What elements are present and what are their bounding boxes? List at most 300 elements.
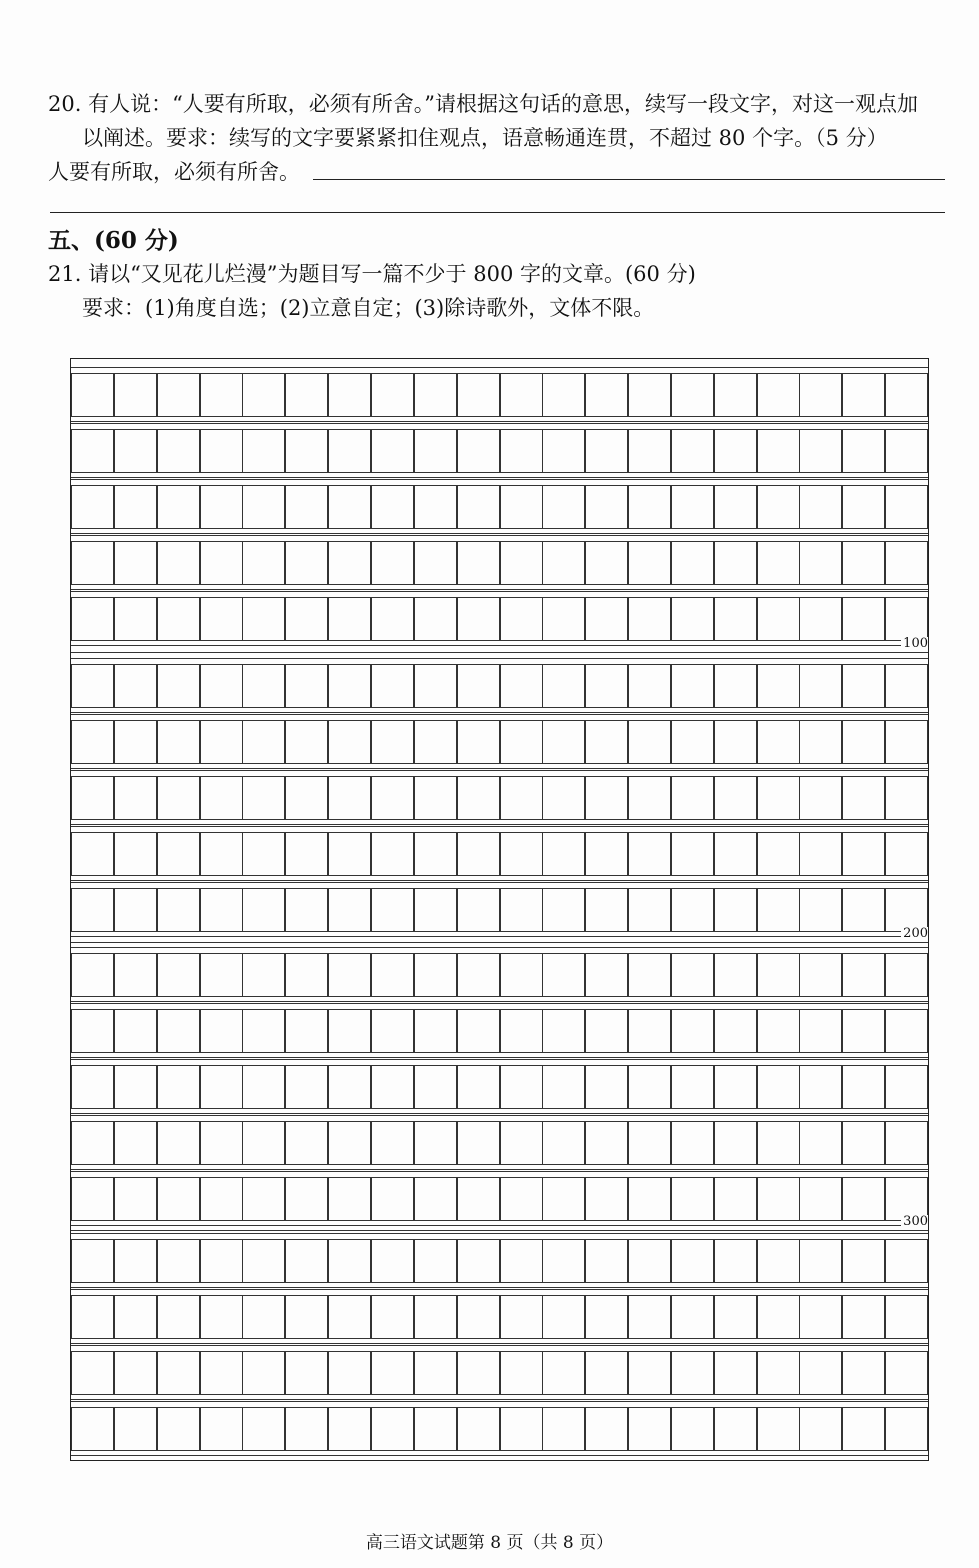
grid-cell[interactable] — [157, 1351, 200, 1395]
grid-cell[interactable] — [542, 953, 585, 997]
grid-cell[interactable] — [542, 1121, 585, 1165]
grid-cell[interactable] — [414, 1239, 457, 1283]
grid-cell[interactable] — [328, 664, 371, 708]
grid-cell[interactable] — [328, 1239, 371, 1283]
grid-cell[interactable] — [714, 1295, 757, 1339]
grid-cell[interactable] — [414, 1351, 457, 1395]
grid-cell[interactable] — [671, 953, 714, 997]
grid-cell[interactable] — [200, 597, 243, 641]
grid-cell[interactable] — [671, 1295, 714, 1339]
grid-cell[interactable] — [285, 664, 328, 708]
grid-cell[interactable] — [542, 429, 585, 473]
grid-cell[interactable] — [542, 1295, 585, 1339]
grid-cell[interactable] — [200, 1009, 243, 1053]
grid-cell[interactable] — [628, 720, 671, 764]
grid-cell[interactable] — [585, 776, 628, 820]
grid-cell[interactable] — [585, 1407, 628, 1451]
grid-cell[interactable] — [285, 953, 328, 997]
grid-cell[interactable] — [242, 1177, 285, 1221]
grid-cell[interactable] — [457, 1121, 500, 1165]
grid-cell[interactable] — [885, 1121, 928, 1165]
grid-cell[interactable] — [371, 664, 414, 708]
grid-cell[interactable] — [457, 541, 500, 585]
grid-cell[interactable] — [500, 1009, 543, 1053]
grid-cell[interactable] — [757, 1351, 800, 1395]
grid-cell[interactable] — [200, 1121, 243, 1165]
grid-cell[interactable] — [285, 832, 328, 876]
grid-cell[interactable] — [157, 953, 200, 997]
grid-cell[interactable] — [714, 541, 757, 585]
grid-cell[interactable] — [285, 776, 328, 820]
grid-cell[interactable] — [842, 1121, 885, 1165]
grid-cell[interactable] — [585, 373, 628, 417]
grid-cell[interactable] — [414, 1295, 457, 1339]
grid-cell[interactable] — [585, 1295, 628, 1339]
grid-cell[interactable] — [157, 720, 200, 764]
grid-cell[interactable] — [71, 832, 114, 876]
grid-cell[interactable] — [585, 1351, 628, 1395]
grid-cell[interactable] — [585, 485, 628, 529]
grid-cell[interactable] — [542, 720, 585, 764]
grid-cell[interactable] — [757, 888, 800, 932]
grid-cell[interactable] — [157, 485, 200, 529]
grid-cell[interactable] — [371, 953, 414, 997]
grid-cell[interactable] — [114, 832, 157, 876]
grid-cell[interactable] — [200, 776, 243, 820]
grid-cell[interactable] — [585, 1065, 628, 1109]
grid-cell[interactable] — [371, 597, 414, 641]
grid-cell[interactable] — [757, 832, 800, 876]
grid-cell[interactable] — [285, 597, 328, 641]
grid-cell[interactable] — [285, 720, 328, 764]
grid-cell[interactable] — [799, 373, 842, 417]
grid-cell[interactable] — [671, 1065, 714, 1109]
grid-cell[interactable] — [500, 541, 543, 585]
grid-cell[interactable] — [157, 776, 200, 820]
grid-cell[interactable] — [799, 664, 842, 708]
grid-cell[interactable] — [885, 1009, 928, 1053]
grid-cell[interactable] — [714, 664, 757, 708]
grid-cell[interactable] — [414, 1177, 457, 1221]
grid-cell[interactable] — [714, 720, 757, 764]
grid-cell[interactable] — [114, 1295, 157, 1339]
grid-cell[interactable] — [757, 1295, 800, 1339]
grid-cell[interactable] — [842, 888, 885, 932]
grid-cell[interactable] — [242, 1239, 285, 1283]
grid-cell[interactable] — [157, 888, 200, 932]
grid-cell[interactable] — [285, 1351, 328, 1395]
grid-cell[interactable] — [71, 1239, 114, 1283]
grid-cell[interactable] — [500, 1065, 543, 1109]
grid-cell[interactable] — [414, 888, 457, 932]
grid-cell[interactable] — [371, 1239, 414, 1283]
grid-cell[interactable] — [885, 953, 928, 997]
grid-cell[interactable] — [842, 720, 885, 764]
grid-cell[interactable] — [757, 720, 800, 764]
grid-cell[interactable] — [371, 1121, 414, 1165]
grid-cell[interactable] — [71, 888, 114, 932]
grid-cell[interactable] — [71, 1009, 114, 1053]
grid-cell[interactable] — [328, 541, 371, 585]
grid-cell[interactable] — [842, 1239, 885, 1283]
answer-line-1[interactable] — [313, 179, 945, 180]
grid-cell[interactable] — [628, 832, 671, 876]
grid-cell[interactable] — [542, 776, 585, 820]
grid-cell[interactable] — [799, 1239, 842, 1283]
grid-cell[interactable] — [585, 1239, 628, 1283]
grid-cell[interactable] — [157, 541, 200, 585]
grid-cell[interactable] — [628, 953, 671, 997]
grid-cell[interactable] — [328, 373, 371, 417]
grid-cell[interactable] — [542, 1407, 585, 1451]
grid-cell[interactable] — [285, 429, 328, 473]
grid-cell[interactable] — [371, 1407, 414, 1451]
grid-cell[interactable] — [714, 1239, 757, 1283]
grid-cell[interactable] — [714, 429, 757, 473]
grid-cell[interactable] — [757, 664, 800, 708]
grid-cell[interactable] — [457, 664, 500, 708]
grid-cell[interactable] — [200, 429, 243, 473]
grid-cell[interactable] — [671, 1407, 714, 1451]
grid-cell[interactable] — [799, 429, 842, 473]
grid-cell[interactable] — [414, 1009, 457, 1053]
grid-cell[interactable] — [500, 429, 543, 473]
grid-cell[interactable] — [542, 1239, 585, 1283]
grid-cell[interactable] — [842, 485, 885, 529]
grid-cell[interactable] — [500, 888, 543, 932]
grid-cell[interactable] — [457, 1351, 500, 1395]
grid-cell[interactable] — [157, 1121, 200, 1165]
grid-cell[interactable] — [328, 1065, 371, 1109]
grid-cell[interactable] — [628, 1121, 671, 1165]
grid-cell[interactable] — [628, 1009, 671, 1053]
grid-cell[interactable] — [799, 1351, 842, 1395]
grid-cell[interactable] — [714, 776, 757, 820]
grid-cell[interactable] — [114, 1121, 157, 1165]
grid-cell[interactable] — [842, 1295, 885, 1339]
grid-cell[interactable] — [757, 373, 800, 417]
grid-cell[interactable] — [542, 597, 585, 641]
grid-cell[interactable] — [371, 1009, 414, 1053]
grid-cell[interactable] — [457, 776, 500, 820]
grid-cell[interactable] — [757, 485, 800, 529]
grid-cell[interactable] — [371, 485, 414, 529]
grid-cell[interactable] — [157, 1295, 200, 1339]
grid-cell[interactable] — [200, 541, 243, 585]
grid-cell[interactable] — [200, 1295, 243, 1339]
grid-cell[interactable] — [885, 1351, 928, 1395]
grid-cell[interactable] — [757, 1121, 800, 1165]
grid-cell[interactable] — [328, 1407, 371, 1451]
grid-cell[interactable] — [799, 541, 842, 585]
grid-cell[interactable] — [457, 1009, 500, 1053]
grid-cell[interactable] — [500, 720, 543, 764]
grid-cell[interactable] — [457, 1177, 500, 1221]
grid-cell[interactable] — [114, 664, 157, 708]
grid-cell[interactable] — [542, 1351, 585, 1395]
grid-cell[interactable] — [628, 776, 671, 820]
grid-cell[interactable] — [414, 597, 457, 641]
grid-cell[interactable] — [799, 1009, 842, 1053]
grid-cell[interactable] — [585, 429, 628, 473]
grid-cell[interactable] — [242, 776, 285, 820]
grid-cell[interactable] — [157, 1407, 200, 1451]
grid-cell[interactable] — [842, 429, 885, 473]
grid-cell[interactable] — [757, 1407, 800, 1451]
grid-cell[interactable] — [842, 1177, 885, 1221]
grid-cell[interactable] — [414, 485, 457, 529]
grid-cell[interactable] — [842, 373, 885, 417]
grid-cell[interactable] — [628, 541, 671, 585]
grid-cell[interactable] — [842, 776, 885, 820]
grid-cell[interactable] — [157, 1065, 200, 1109]
grid-cell[interactable] — [671, 485, 714, 529]
grid-cell[interactable] — [71, 1351, 114, 1395]
grid-cell[interactable] — [671, 1177, 714, 1221]
grid-cell[interactable] — [242, 1407, 285, 1451]
grid-cell[interactable] — [242, 485, 285, 529]
grid-cell[interactable] — [500, 1351, 543, 1395]
grid-cell[interactable] — [285, 541, 328, 585]
grid-cell[interactable] — [500, 664, 543, 708]
grid-cell[interactable] — [114, 1407, 157, 1451]
grid-cell[interactable] — [885, 1065, 928, 1109]
grid-cell[interactable] — [328, 720, 371, 764]
grid-cell[interactable] — [285, 1009, 328, 1053]
grid-cell[interactable] — [414, 720, 457, 764]
grid-cell[interactable] — [371, 720, 414, 764]
grid-cell[interactable] — [157, 1239, 200, 1283]
grid-cell[interactable] — [71, 1407, 114, 1451]
grid-cell[interactable] — [457, 597, 500, 641]
grid-cell[interactable] — [71, 541, 114, 585]
grid-cell[interactable] — [799, 597, 842, 641]
grid-cell[interactable] — [628, 888, 671, 932]
grid-cell[interactable] — [371, 429, 414, 473]
grid-cell[interactable] — [585, 832, 628, 876]
grid-cell[interactable] — [285, 1407, 328, 1451]
grid-cell[interactable] — [414, 373, 457, 417]
grid-cell[interactable] — [242, 832, 285, 876]
grid-cell[interactable] — [842, 1065, 885, 1109]
grid-cell[interactable] — [671, 776, 714, 820]
grid-cell[interactable] — [328, 888, 371, 932]
grid-cell[interactable] — [628, 1177, 671, 1221]
grid-cell[interactable] — [414, 953, 457, 997]
grid-cell[interactable] — [71, 664, 114, 708]
grid-cell[interactable] — [328, 1295, 371, 1339]
grid-cell[interactable] — [114, 720, 157, 764]
grid-cell[interactable] — [371, 1177, 414, 1221]
grid-cell[interactable] — [799, 1121, 842, 1165]
grid-cell[interactable] — [885, 597, 928, 641]
grid-cell[interactable] — [414, 664, 457, 708]
grid-cell[interactable] — [714, 888, 757, 932]
grid-cell[interactable] — [671, 541, 714, 585]
grid-cell[interactable] — [671, 1009, 714, 1053]
grid-cell[interactable] — [414, 832, 457, 876]
grid-cell[interactable] — [200, 485, 243, 529]
grid-cell[interactable] — [457, 373, 500, 417]
grid-cell[interactable] — [671, 1239, 714, 1283]
grid-cell[interactable] — [542, 1065, 585, 1109]
grid-cell[interactable] — [842, 1407, 885, 1451]
grid-cell[interactable] — [157, 664, 200, 708]
grid-cell[interactable] — [500, 485, 543, 529]
grid-cell[interactable] — [114, 1009, 157, 1053]
grid-cell[interactable] — [799, 720, 842, 764]
grid-cell[interactable] — [328, 953, 371, 997]
grid-cell[interactable] — [757, 1009, 800, 1053]
grid-cell[interactable] — [328, 832, 371, 876]
grid-cell[interactable] — [285, 1295, 328, 1339]
grid-cell[interactable] — [757, 429, 800, 473]
grid-cell[interactable] — [885, 541, 928, 585]
grid-cell[interactable] — [757, 776, 800, 820]
grid-cell[interactable] — [414, 429, 457, 473]
grid-cell[interactable] — [585, 541, 628, 585]
grid-cell[interactable] — [457, 720, 500, 764]
grid-cell[interactable] — [371, 776, 414, 820]
grid-cell[interactable] — [757, 1177, 800, 1221]
grid-cell[interactable] — [885, 485, 928, 529]
grid-cell[interactable] — [414, 1407, 457, 1451]
grid-cell[interactable] — [328, 776, 371, 820]
grid-cell[interactable] — [500, 1407, 543, 1451]
grid-cell[interactable] — [371, 1295, 414, 1339]
grid-cell[interactable] — [242, 541, 285, 585]
grid-cell[interactable] — [71, 953, 114, 997]
grid-cell[interactable] — [628, 373, 671, 417]
grid-cell[interactable] — [628, 485, 671, 529]
grid-cell[interactable] — [71, 373, 114, 417]
grid-cell[interactable] — [714, 373, 757, 417]
grid-cell[interactable] — [200, 832, 243, 876]
grid-cell[interactable] — [414, 1065, 457, 1109]
grid-cell[interactable] — [799, 1177, 842, 1221]
grid-cell[interactable] — [671, 832, 714, 876]
grid-cell[interactable] — [457, 1239, 500, 1283]
grid-cell[interactable] — [114, 1177, 157, 1221]
grid-cell[interactable] — [714, 1009, 757, 1053]
grid-cell[interactable] — [500, 1177, 543, 1221]
grid-cell[interactable] — [457, 485, 500, 529]
grid-cell[interactable] — [842, 832, 885, 876]
grid-cell[interactable] — [200, 1239, 243, 1283]
grid-cell[interactable] — [328, 597, 371, 641]
grid-cell[interactable] — [457, 1407, 500, 1451]
grid-cell[interactable] — [371, 832, 414, 876]
grid-cell[interactable] — [200, 1407, 243, 1451]
grid-cell[interactable] — [328, 485, 371, 529]
grid-cell[interactable] — [114, 888, 157, 932]
grid-cell[interactable] — [671, 664, 714, 708]
grid-cell[interactable] — [542, 1009, 585, 1053]
grid-cell[interactable] — [242, 953, 285, 997]
grid-cell[interactable] — [242, 664, 285, 708]
answer-line-2[interactable] — [50, 212, 945, 213]
grid-cell[interactable] — [628, 597, 671, 641]
grid-cell[interactable] — [200, 888, 243, 932]
grid-cell[interactable] — [242, 1121, 285, 1165]
grid-cell[interactable] — [328, 1121, 371, 1165]
grid-cell[interactable] — [500, 832, 543, 876]
grid-cell[interactable] — [328, 1177, 371, 1221]
grid-cell[interactable] — [585, 1177, 628, 1221]
grid-cell[interactable] — [671, 597, 714, 641]
grid-cell[interactable] — [585, 953, 628, 997]
grid-cell[interactable] — [585, 597, 628, 641]
grid-cell[interactable] — [157, 597, 200, 641]
grid-cell[interactable] — [157, 429, 200, 473]
grid-cell[interactable] — [714, 953, 757, 997]
grid-cell[interactable] — [885, 373, 928, 417]
grid-cell[interactable] — [585, 1009, 628, 1053]
grid-cell[interactable] — [585, 888, 628, 932]
grid-cell[interactable] — [371, 373, 414, 417]
grid-cell[interactable] — [457, 1295, 500, 1339]
grid-cell[interactable] — [714, 1177, 757, 1221]
grid-cell[interactable] — [71, 429, 114, 473]
grid-cell[interactable] — [285, 485, 328, 529]
grid-cell[interactable] — [714, 832, 757, 876]
grid-cell[interactable] — [628, 1351, 671, 1395]
grid-cell[interactable] — [799, 776, 842, 820]
grid-cell[interactable] — [671, 429, 714, 473]
grid-cell[interactable] — [585, 1121, 628, 1165]
grid-cell[interactable] — [328, 1351, 371, 1395]
grid-cell[interactable] — [885, 1295, 928, 1339]
grid-cell[interactable] — [714, 1065, 757, 1109]
grid-cell[interactable] — [842, 1351, 885, 1395]
grid-cell[interactable] — [242, 888, 285, 932]
grid-cell[interactable] — [71, 485, 114, 529]
grid-cell[interactable] — [757, 597, 800, 641]
grid-cell[interactable] — [757, 541, 800, 585]
grid-cell[interactable] — [114, 485, 157, 529]
grid-cell[interactable] — [628, 1239, 671, 1283]
grid-cell[interactable] — [200, 720, 243, 764]
essay-writing-grid[interactable] — [70, 358, 929, 1461]
grid-cell[interactable] — [585, 720, 628, 764]
grid-cell[interactable] — [628, 429, 671, 473]
grid-cell[interactable] — [757, 953, 800, 997]
grid-cell[interactable] — [628, 1407, 671, 1451]
grid-cell[interactable] — [285, 1239, 328, 1283]
grid-cell[interactable] — [114, 776, 157, 820]
grid-cell[interactable] — [242, 1065, 285, 1109]
grid-cell[interactable] — [114, 541, 157, 585]
grid-cell[interactable] — [842, 1009, 885, 1053]
grid-cell[interactable] — [799, 832, 842, 876]
grid-cell[interactable] — [799, 1295, 842, 1339]
grid-cell[interactable] — [285, 373, 328, 417]
grid-cell[interactable] — [114, 953, 157, 997]
grid-cell[interactable] — [242, 1295, 285, 1339]
grid-cell[interactable] — [671, 1351, 714, 1395]
grid-cell[interactable] — [371, 541, 414, 585]
grid-cell[interactable] — [542, 373, 585, 417]
grid-cell[interactable] — [114, 373, 157, 417]
grid-cell[interactable] — [71, 1177, 114, 1221]
grid-cell[interactable] — [285, 888, 328, 932]
grid-cell[interactable] — [285, 1065, 328, 1109]
grid-cell[interactable] — [542, 1177, 585, 1221]
grid-cell[interactable] — [457, 888, 500, 932]
grid-cell[interactable] — [500, 1121, 543, 1165]
grid-cell[interactable] — [114, 1065, 157, 1109]
grid-cell[interactable] — [457, 429, 500, 473]
